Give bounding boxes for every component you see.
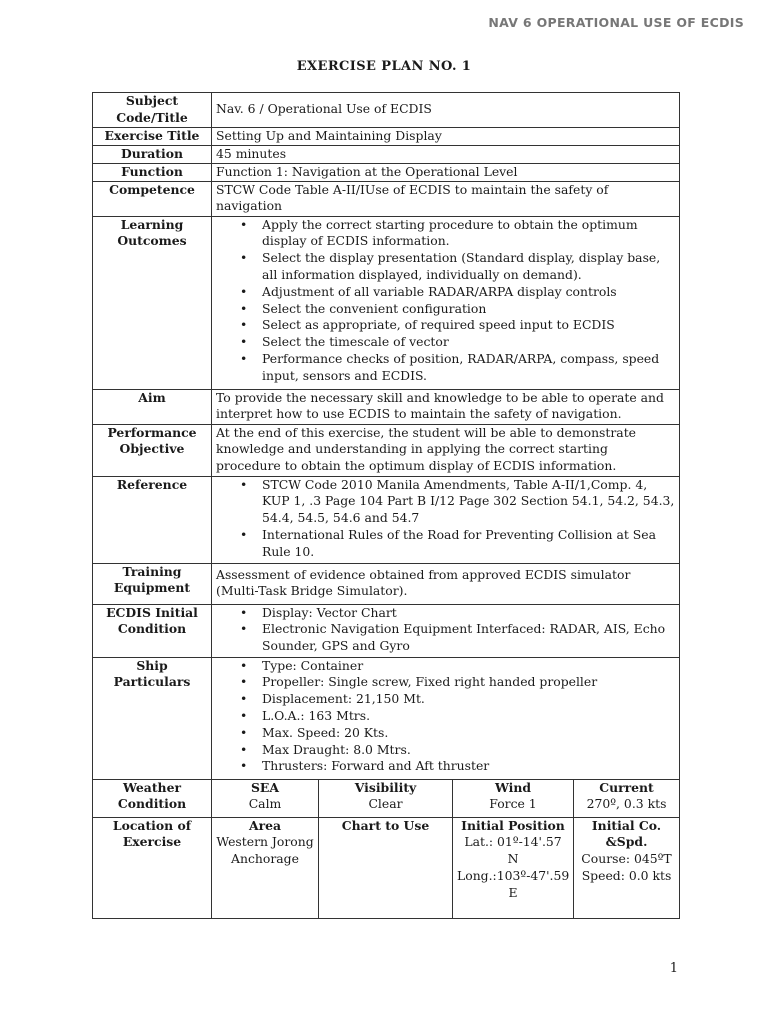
list-item: • Display: Vector Chart [262, 605, 675, 622]
weather-sea-value: Calm [248, 796, 282, 812]
ship-particulars-cell [212, 657, 680, 779]
row-subject [93, 93, 680, 128]
label-reference: Reference [93, 476, 212, 563]
list-item: • Adjustment of all variable RADAR/ARPA display controls [262, 284, 675, 301]
label-weather-condition: Weather Condition [93, 779, 212, 817]
label-ship-particulars: Ship Particulars [93, 657, 212, 779]
list-item: • Apply the correct starting procedure to obtain the optimum display of ECDIS information. [262, 217, 675, 251]
value-competence: STCW Code Table A-II/IUse of ECDIS to maintain the safety of navigation [212, 181, 680, 216]
label-exercise-title: Exercise Title [93, 127, 212, 145]
list-item: • STCW Code 2010 Manila Amendments, Table A-II/1,Comp. 4, KUP 1, .3 Page 104 Part B I/12 Page 302 Section 54.1, 54.2, 54.3, 54.4, 54.5, 54.6 and 54.7 [262, 477, 675, 527]
location-chart-cell [319, 817, 453, 918]
list-item: • Select the timescale of vector [262, 334, 675, 351]
ecdis-initial-list [216, 605, 675, 655]
list-item: • Max. Speed: 20 Kts. [262, 725, 675, 742]
label-location-of-exercise: Location of Exercise [93, 817, 212, 918]
list-item: • International Rules of the Road for Preventing Collision at Sea Rule 10. [262, 527, 675, 561]
value-function: Function 1: Navigation at the Operational Level [212, 163, 680, 181]
location-position-cell [453, 817, 574, 918]
ship-particulars-list [216, 658, 675, 776]
list-item: • L.O.A.: 163 Mtrs. [262, 708, 675, 725]
ecdis-initial-cell [212, 604, 680, 657]
label-training-equipment: Training Equipment [93, 563, 212, 604]
row-weather-condition [93, 779, 680, 817]
value-subject: Nav. 6 / Operational Use of ECDIS [212, 93, 680, 128]
weather-visibility-cell [319, 779, 453, 817]
list-item: • Select the convenient configuration [262, 301, 675, 318]
label-subject: Subject Code/Title [93, 93, 212, 128]
weather-wind-value: Force 1 [489, 796, 537, 812]
weather-current-cell [574, 779, 680, 817]
location-position-heading: Initial Position [461, 817, 565, 833]
list-item: • Max Draught: 8.0 Mtrs. [262, 742, 675, 759]
label-ecdis-initial-condition: ECDIS Initial Condition [93, 604, 212, 657]
weather-wind-heading: Wind [494, 779, 532, 795]
page-number: 1 [669, 961, 678, 976]
list-item: • Performance checks of position, RADAR/ARPA, compass, speed input, sensors and ECDIS. [262, 351, 675, 385]
list-item: • Electronic Navigation Equipment Interfaced: RADAR, AIS, Echo Sounder, GPS and Gyro [262, 621, 675, 655]
row-location-of-exercise [93, 817, 680, 918]
label-duration: Duration [93, 145, 212, 163]
list-item: • Select the display presentation (Standard display, display base, all information displayed, individually on demand). [262, 250, 675, 284]
row-function [93, 163, 680, 181]
location-course-speed-heading: Initial Co. &Spd. [591, 817, 662, 850]
location-area-cell [212, 817, 319, 918]
location-course-speed-cell [574, 817, 680, 918]
row-ecdis-initial-condition [93, 604, 680, 657]
label-aim: Aim [93, 389, 212, 424]
row-reference [93, 476, 680, 563]
value-exercise-title: Setting Up and Maintaining Display [212, 127, 680, 145]
weather-sea-cell [212, 779, 319, 817]
location-position-value: Lat.: 01º-14'.57 N Long.:103º-47'.59 E [457, 834, 570, 900]
row-training-equipment [93, 563, 680, 604]
location-area-heading: Area [248, 817, 282, 833]
list-item: • Thrusters: Forward and Aft thruster [262, 758, 675, 775]
value-duration: 45 minutes [212, 145, 680, 163]
label-performance-objective: Performance Objective [93, 424, 212, 476]
reference-list [216, 477, 675, 561]
learning-outcomes-cell [212, 216, 680, 389]
learning-outcomes-list [216, 217, 675, 385]
row-learning-outcomes [93, 216, 680, 389]
label-learning-outcomes: Learning Outcomes [93, 216, 212, 389]
weather-wind-cell [453, 779, 574, 817]
weather-current-value: 270º, 0.3 kts [586, 796, 667, 812]
running-header: NAV 6 OPERATIONAL USE OF ECDIS [488, 15, 744, 30]
list-item: • Select as appropriate, of required speed input to ECDIS [262, 317, 675, 334]
row-duration [93, 145, 680, 163]
value-aim: To provide the necessary skill and knowledge to be able to operate and interpret how to use ECDIS to maintain the safety of navigation. [212, 389, 680, 424]
list-item: • Displacement: 21,150 Mt. [262, 691, 675, 708]
exercise-plan-table [92, 92, 680, 919]
row-exercise-title [93, 127, 680, 145]
row-aim [93, 389, 680, 424]
weather-visibility-value: Clear [368, 796, 403, 812]
value-performance-objective: At the end of this exercise, the student will be able to demonstrate knowledge and understanding in applying the correct starting procedure to obtain the optimum display of ECDIS information. [212, 424, 680, 476]
value-training-equipment: Assessment of evidence obtained from approved ECDIS simulator (Multi-Task Bridge Simulator). [212, 563, 680, 604]
location-course-speed-value: Course: 045ºT Speed: 0.0 kts [581, 851, 672, 883]
list-item: • Propeller: Single screw, Fixed right handed propeller [262, 674, 675, 691]
label-competence: Competence [93, 181, 212, 216]
weather-visibility-heading: Visibility [354, 779, 417, 795]
document-title: EXERCISE PLAN NO. 1 [296, 59, 472, 74]
location-area-value: Western Jorong Anchorage [216, 834, 314, 867]
row-ship-particulars [93, 657, 680, 779]
location-chart-heading: Chart to Use [341, 817, 430, 833]
weather-current-heading: Current [599, 779, 654, 795]
row-competence [93, 181, 680, 216]
reference-cell [212, 476, 680, 563]
weather-sea-heading: SEA [250, 779, 279, 795]
row-performance-objective [93, 424, 680, 476]
label-function: Function [93, 163, 212, 181]
list-item: • Type: Container [262, 658, 675, 675]
